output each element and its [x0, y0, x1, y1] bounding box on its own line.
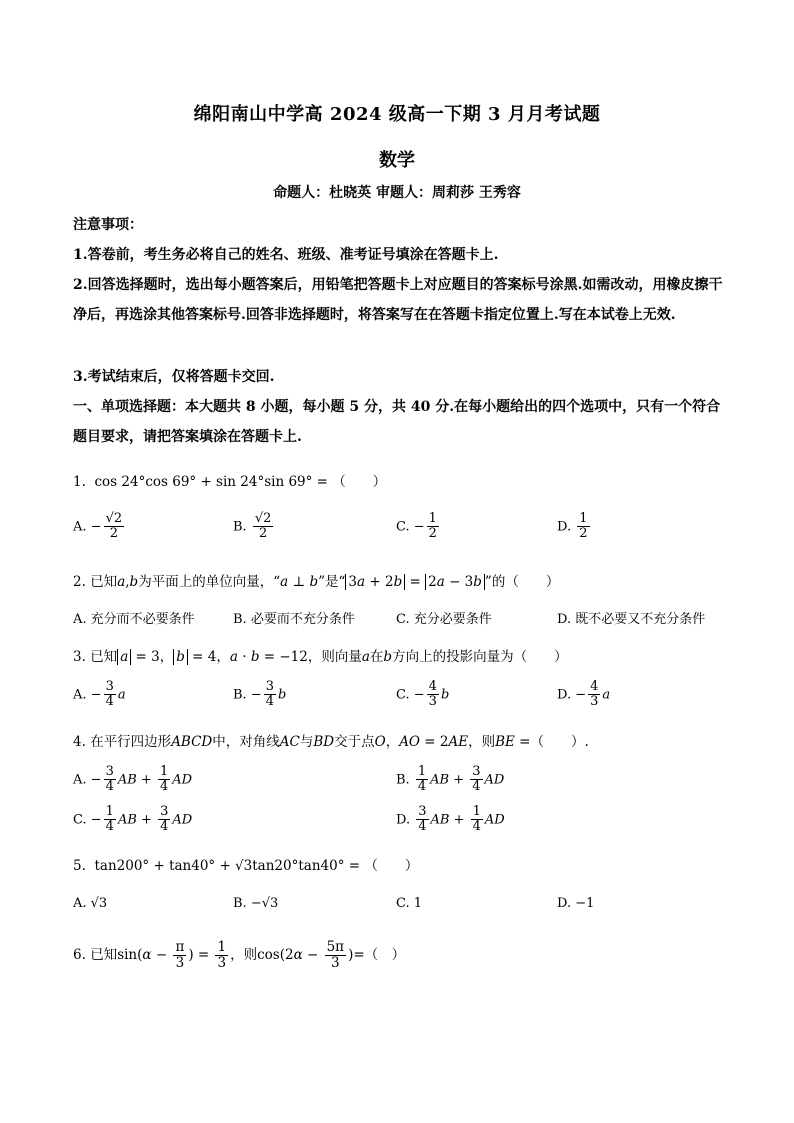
authors-line: 命题人：杜晓英 审题人：周莉莎 王秀容 — [273, 185, 521, 201]
q3-option-c[interactable]: C. − $\frac{4}{3}$ b — [396, 679, 450, 710]
question-number: 1. — [73, 474, 86, 490]
section-heading: 一、单项选择题：本大题共 8 小题，每小题 5 分，共 40 分.在每小题给出的四个选项中，只有一个符合题目要求，请把答案填涂在答题卡上. — [73, 399, 721, 445]
question-5: 5. tan200° + tan40° + √3tan20°tan40° = （ ） — [73, 858, 419, 874]
q3-option-a[interactable]: A. − $\frac{3}{4}$ a — [73, 679, 126, 710]
q4-option-a[interactable]: A. − $\frac{3}{4}$ AB + $\frac{1}{4}$ AD — [73, 764, 193, 795]
q5-option-d[interactable]: D. −1 — [557, 896, 595, 911]
q2-option-b[interactable]: B. 必要而不充分条件 — [233, 612, 355, 627]
q2-option-c[interactable]: C. 充分必要条件 — [396, 612, 492, 627]
note-1: 1.答卷前，考生务必将自己的姓名、班级、准考证号填涂在答题卡上. — [73, 247, 499, 263]
q1-option-a[interactable]: A. − $\frac{√2}{2}$ — [73, 511, 123, 542]
subject-title: 数学 — [379, 150, 415, 171]
exam-title: 绵阳南山中学高 2024 级高一下期 3 月月考试题 — [193, 104, 601, 125]
note-3: 3.考试结束后，仅将答题卡交回. — [73, 369, 275, 385]
question-3: 3. 已知 a = 3， b = 4，a · b = −12，则向量a在b方向上的投影向量为（ ） — [73, 649, 568, 665]
q3-option-d[interactable]: D. − $\frac{4}{3}$ a — [557, 679, 611, 710]
q4-option-c[interactable]: C. − $\frac{1}{4}$ AB + $\frac{3}{4}$ AD — [73, 804, 193, 835]
q2-option-a[interactable]: A. 充分而不必要条件 — [73, 612, 195, 627]
question-2: 2. 已知a,b为平面上的单位向量，“a ⊥ b”是“ 3a + 2b = 2a − 3b ”的（ ） — [73, 574, 560, 590]
q3-option-b[interactable]: B. − $\frac{3}{4}$ b — [233, 679, 287, 710]
q1-option-c[interactable]: C. − $\frac{1}{2}$ — [396, 511, 437, 542]
q1-option-b[interactable]: B. $\frac{√2}{2}$ — [233, 511, 272, 542]
question-1 — [73, 470, 733, 490]
q4-option-b[interactable]: B. $\frac{1}{4}$ AB + $\frac{3}{4}$ AD — [396, 764, 505, 795]
note-2: 2.回答选择题时，选出每小题答案后，用铅笔把答题卡上对应题目的答案标号涂黑.如需改动，用橡皮擦干净后，再选涂其他答案标号.回答非选择题时，将答案写在在答题卡指定位置上.写在本试卷上无效. — [73, 277, 723, 323]
q5-option-b[interactable]: B. −√3 — [233, 896, 279, 911]
question-stem: cos 24°cos 69° + sin 24°sin 69° = （ ） — [94, 474, 387, 490]
notes-heading: 注意事项： — [73, 217, 143, 233]
q5-option-c[interactable]: C. 1 — [396, 896, 423, 911]
question-6: 6. 已知sin(α − $\frac{\pi}{3}$ ) = $\frac{1}{3}$ ，则cos(2α − $\frac{5\pi}{3}$ )=（ ） — [73, 939, 406, 971]
q2-option-d[interactable]: D. 既不必要又不充分条件 — [557, 612, 706, 627]
q1-option-d[interactable]: D. $\frac{1}{2}$ — [557, 511, 588, 542]
q5-option-a[interactable]: A. √3 — [73, 896, 108, 911]
question-4: 4. 在平行四边形ABCD中，对角线AC与BD交于点O，AO = 2AE，则BE =（ ）. — [73, 734, 589, 750]
q4-option-d[interactable]: D. $\frac{3}{4}$ AB + $\frac{1}{4}$ AD — [396, 804, 505, 835]
